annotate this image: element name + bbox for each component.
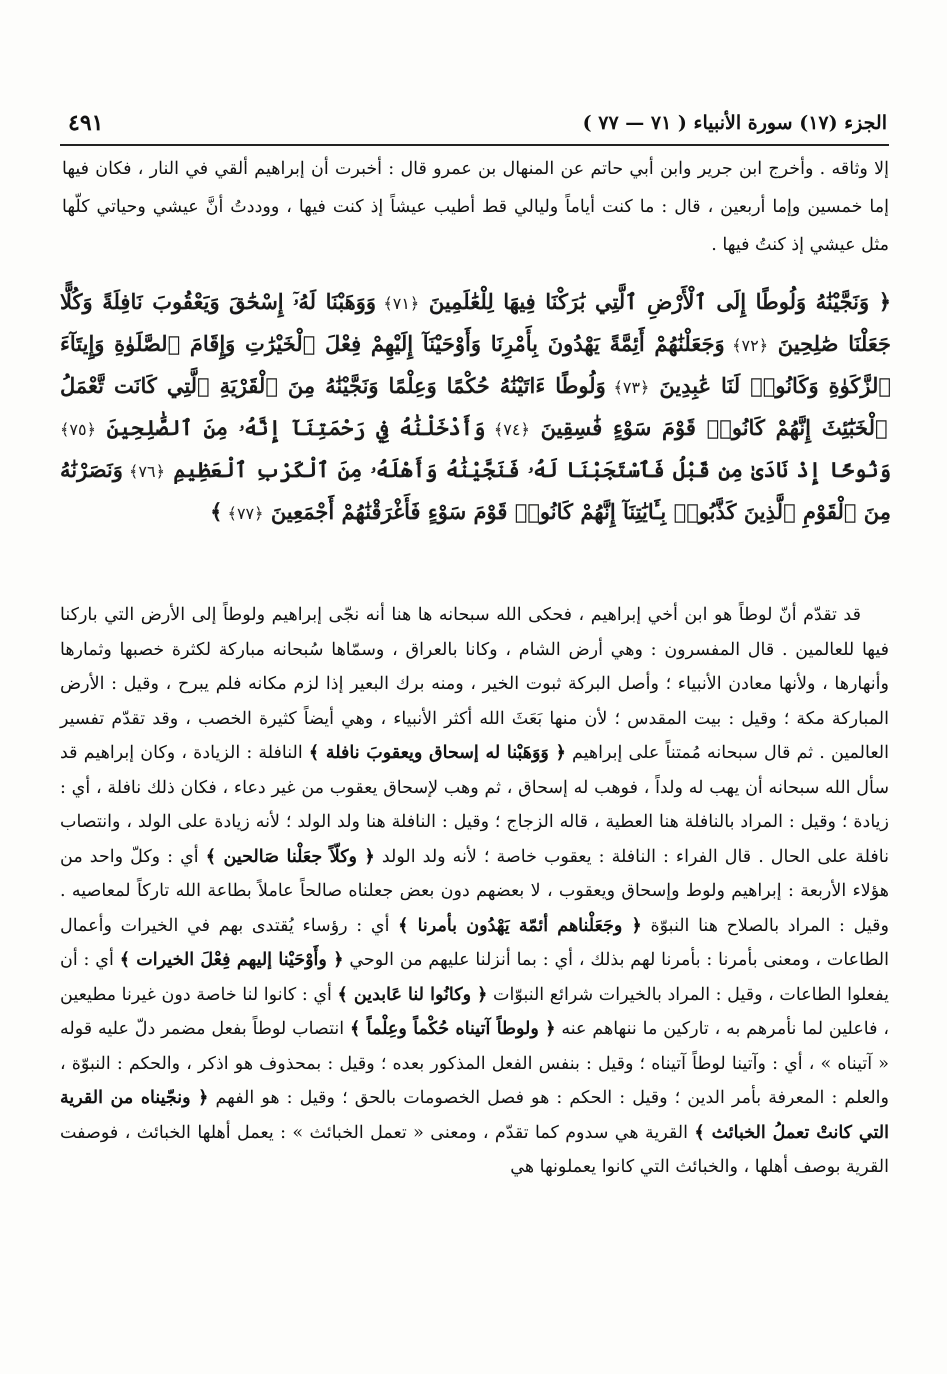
verse-number-76: ﴿٧٦﴾ xyxy=(122,462,165,481)
verse-75: وَأَدْخَلْنَٰهُ فِي رَحْمَتِنَآ إِنَّهُۥ مِنَ ٱلصَّٰلِحِينَ xyxy=(106,415,486,440)
verse-number-71: ﴿٧١﴾ xyxy=(376,294,420,313)
quran-verses-block xyxy=(60,282,891,534)
verse-number-72: ﴿٧٢﴾ xyxy=(724,336,769,355)
commentary-segment: انتصاب لوطاً بفعل مضمر دلّ عليه قوله « آتيناه » ، أي : وآتينا لوطاً آتيناه ؛ وقيل : بنفس الفعل المذكور بعده ؛ وقيل : بمحذوف هو اذكر ، والحكم : النبوّة ، والعلم : المعرفة بأمر الدين ؛ وقيل : الحكم : هو فصل الخصومات بالحق ؛ وقيل : هو الفهم xyxy=(60,1019,889,1108)
quoted-verse: ﴿ وكلّاً جعَلْنا صَالحين ﴾ xyxy=(205,846,375,867)
commentary-text xyxy=(60,598,889,1185)
commentary-paragraph xyxy=(60,598,889,1185)
verse-number-74: ﴿٧٤﴾ xyxy=(485,420,530,439)
commentary-segment: النافلة : الزيادة ، وكان إبراهيم قد سأل الله سبحانه أن يهب له ولداً ، فوهب له إسحاق ، ثم وهب لإسحاق يعقوب من غير دعاء ، فكان ذلك نافلة ، أي : زيادة ؛ وقيل : المراد بالنافلة هنا العطية ، قاله الزجاج ؛ وقيل : النافلة هنا ولد الولد ؛ لأنه زيادة على الولد ، وانتصاب نافلة على الحال . قال الفراء : النافلة : يعقوب خاصة ؛ لأنه ولد الولد xyxy=(60,743,889,867)
quoted-verse: ﴿ وكانُوا لنا عَابدين ﴾ xyxy=(337,984,488,1005)
verse-73: وَجَعَلْنَٰهُمْ أَئِمَّةً يَهْدُونَ بِأَمْرِنَا وَأَوْحَيْنَآ إِلَيْهِمْ فِعْلَ ٱلْخَيْرَٰتِ وَإِقَامَ ٱلصَّلَوٰةِ وَإِيتَآءَ ٱلزَّكَوٰةِ وَكَانُوا۟ لَنَا عَٰبِدِينَ xyxy=(60,331,891,398)
commentary-segment: أي : رؤساء يُقتدى بهم في الخيرات وأعمال الطاعات ، ومعنى بأمرنا : بأمرنا لهم بذلك ، أي : بما أنزلنا عليهم من الوحي xyxy=(60,915,889,970)
quoted-verse: ﴿ ولوطاً آتيناه حُكْماً وعِلْماً ﴾ xyxy=(350,1019,556,1039)
commentary-segment: قد تقدّم أنّ لوطاً هو ابن أخي إبراهيم ، فحكى الله سبحانه ها هنا أنه نجّى إبراهيم ولوطاً إلى الأرض التي باركنا فيها للعالمين . قال المفسرون : وهي أرض الشام ، وكانا بالعراق ، وسمّاها سُبحانه مباركة لكثرة خصبها وثمارها وأنهارها ، ولأنها معادن الأنبياء ؛ وأصل البركة ثبوت الخير ، ومنه برك البعير إذا لزم مكانه فلم يبرح ، وقيل : الأرض المباركة مكة ؛ وقيل : بيت المقدس ؛ لأن منها بَعَثَ الله أكثر الأنبياء ، وهي أيضاً كثيرة الخصب ، وقد تقدّم تفسير العالمين . ثم قال سبحانه مُمتناً على إبراهيم xyxy=(60,605,889,763)
verse-71: وَنَجَّيْنَٰهُ وَلُوطًا إِلَى ٱلْأَرْضِ ٱلَّتِي بَٰرَكْنَا فِيهَا لِلْعَٰلَمِينَ xyxy=(428,289,870,314)
quoted-verse: ﴿ وأَوْحَيْنا إليهم فِعْلَ الخيرات ﴾ xyxy=(119,950,344,970)
intro-paragraph xyxy=(62,150,889,264)
page-number: ٤٩١ xyxy=(68,110,104,136)
quoted-verse: ﴿ ونجّيناه من القرية التي كانتْ تعملُ الخبائث ﴾ xyxy=(60,1088,889,1143)
page-header xyxy=(60,104,889,146)
verse-number-75: ﴿٧٥﴾ xyxy=(60,420,96,439)
verse-74: وَلُوطًا ءَاتَيْنَٰهُ حُكْمًا وَعِلْمًا وَنَجَّيْنَٰهُ مِنَ ٱلْقَرْيَةِ ٱلَّتِي كَانَت تَّعْمَلُ ٱلْخَبَٰٓئِثَ إِنَّهُمْ كَانُوا۟ قَوْمَ سَوْءٍ فَٰسِقِينَ xyxy=(60,373,888,440)
verse-number-73: ﴿٧٣﴾ xyxy=(605,378,650,397)
commentary-segment: أي : كانوا لنا خاصة دون غيرنا مطيعين ، فاعلين لما نأمرهم به ، تاركين ما ننهاهم عنه xyxy=(60,984,889,1039)
ornate-close-bracket: ﴾ xyxy=(210,499,223,524)
verse-76: وَنُوحًا إِذْ نَادَىٰ مِن قَبْلُ فَٱسْتَجَبْنَا لَهُۥ فَنَجَّيْنَٰهُ وَأَهْلَهُۥ مِنَ ٱلْكَرْبِ ٱلْعَظِيمِ xyxy=(173,457,891,482)
quoted-verse: ﴿ وجَعَلْناهم أئمّة يَهْدُون بأمرنا ﴾ xyxy=(398,915,642,936)
commentary-segment: أي : وكلّ واحد من هؤلاء الأربعة : إبراهيم ولوط وإسحاق ويعقوب ، لا بعضهم دون بعض جعلناه صالحاً عاملاً بطاعة الله تاركاً لمعاصيه . وقيل : المراد بالصلاح هنا النبوّة xyxy=(60,846,889,936)
running-head: الجزء (١٧) سورة الأنبياء ( ٧١ — ٧٧ ) xyxy=(582,112,887,134)
verse-72: وَوَهَبْنَا لَهُۥٓ إِسْحَٰقَ وَيَعْقُوبَ نَافِلَةً وَكُلًّا جَعَلْنَا صَٰلِحِينَ xyxy=(60,289,891,356)
commentary-segment: القرية هي سدوم كما تقدّم ، ومعنى « تعمل الخبائث » : يعمل أهلها الخبائث ، فوصفت القرية بوصف أهلها ، والخبائث التي كانوا يعملونها هي xyxy=(60,1122,889,1177)
intro-text: إلا وثاقه . وأخرج ابن جرير وابن أبي حاتم عن المنهال بن عمرو قال : أخبرت أن إبراهيم ألقي في النار ، فكان فيها إما خمسين وإما أربعين ، قال : ما كنت أياماً وليالي قط أطيب عيشاً إذ كنت فيها ، ووددتُ أنَّ عيشي وحياتي كلّها مثل عيشي إذ كنتُ فيها . xyxy=(62,159,889,255)
verse-77: وَنَصَرْنَٰهُ مِنَ ٱلْقَوْمِ ٱلَّذِينَ كَذَّبُوا۟ بِـَٔايَٰتِنَآ إِنَّهُمْ كَانُوا۟ قَوْمَ سَوْءٍ فَأَغْرَقْنَٰهُمْ أَجْمَعِينَ xyxy=(60,457,891,524)
commentary-segment: أي : أن يفعلوا الطاعات ، وقيل : المراد بالخيرات شرائع النبوّات xyxy=(60,950,889,1005)
ornate-open-bracket: ﴿ xyxy=(878,289,892,314)
verse-number-77: ﴿٧٧﴾ xyxy=(222,504,264,523)
quoted-verse: ﴿ وَوَهَبْنا له إسحاق ويعقوبَ نافلة ﴾ xyxy=(308,743,566,763)
